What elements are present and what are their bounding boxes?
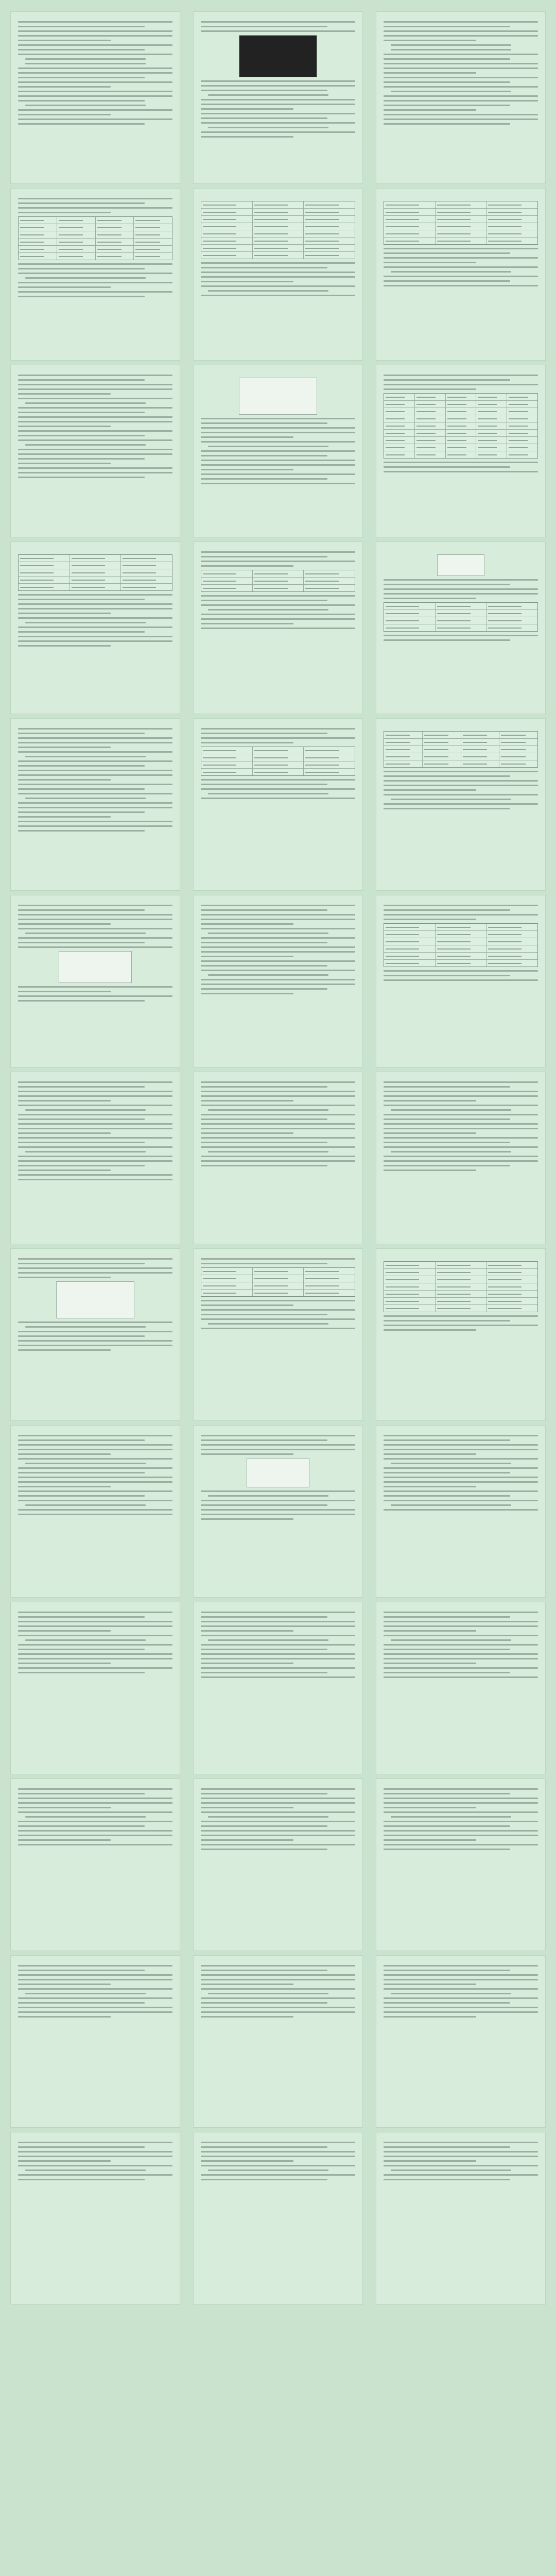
table	[384, 201, 538, 245]
page	[193, 1778, 363, 1951]
page	[10, 11, 180, 184]
page	[10, 2132, 180, 2304]
page	[193, 188, 363, 361]
page	[376, 2132, 546, 2304]
page	[10, 718, 180, 891]
table	[201, 747, 355, 776]
page	[10, 1072, 180, 1244]
page	[376, 1955, 546, 2128]
table	[201, 570, 355, 592]
page	[376, 365, 546, 537]
page	[376, 1778, 546, 1951]
page	[193, 1955, 363, 2128]
table	[201, 1267, 355, 1297]
page	[10, 1955, 180, 2128]
page	[193, 1248, 363, 1421]
page	[376, 895, 546, 1067]
page	[10, 895, 180, 1067]
page	[193, 11, 363, 184]
table	[384, 1261, 538, 1312]
page	[193, 541, 363, 714]
page	[193, 718, 363, 891]
page	[10, 1248, 180, 1421]
page	[376, 718, 546, 891]
figure	[59, 951, 132, 983]
page	[10, 1778, 180, 1951]
page	[376, 1425, 546, 1598]
table	[384, 602, 538, 632]
table	[18, 216, 172, 260]
page	[193, 1072, 363, 1244]
table	[384, 393, 538, 459]
page	[10, 1425, 180, 1598]
table	[384, 923, 538, 967]
page-grid	[10, 11, 546, 2576]
page	[193, 1425, 363, 1598]
page	[193, 1602, 363, 1774]
figure	[56, 1281, 134, 1318]
figure	[437, 554, 484, 576]
page	[376, 1602, 546, 1774]
page	[193, 2132, 363, 2304]
page	[193, 365, 363, 537]
figure	[239, 378, 317, 415]
table	[384, 731, 538, 768]
page	[10, 1602, 180, 1774]
figure	[239, 35, 317, 77]
page	[376, 188, 546, 361]
figure	[247, 1458, 309, 1487]
page	[10, 541, 180, 714]
page	[376, 11, 546, 184]
page	[376, 1248, 546, 1421]
page	[376, 541, 546, 714]
page	[376, 1072, 546, 1244]
page	[10, 365, 180, 537]
table	[18, 554, 172, 591]
page	[10, 188, 180, 361]
table	[201, 201, 355, 259]
page	[193, 895, 363, 1067]
